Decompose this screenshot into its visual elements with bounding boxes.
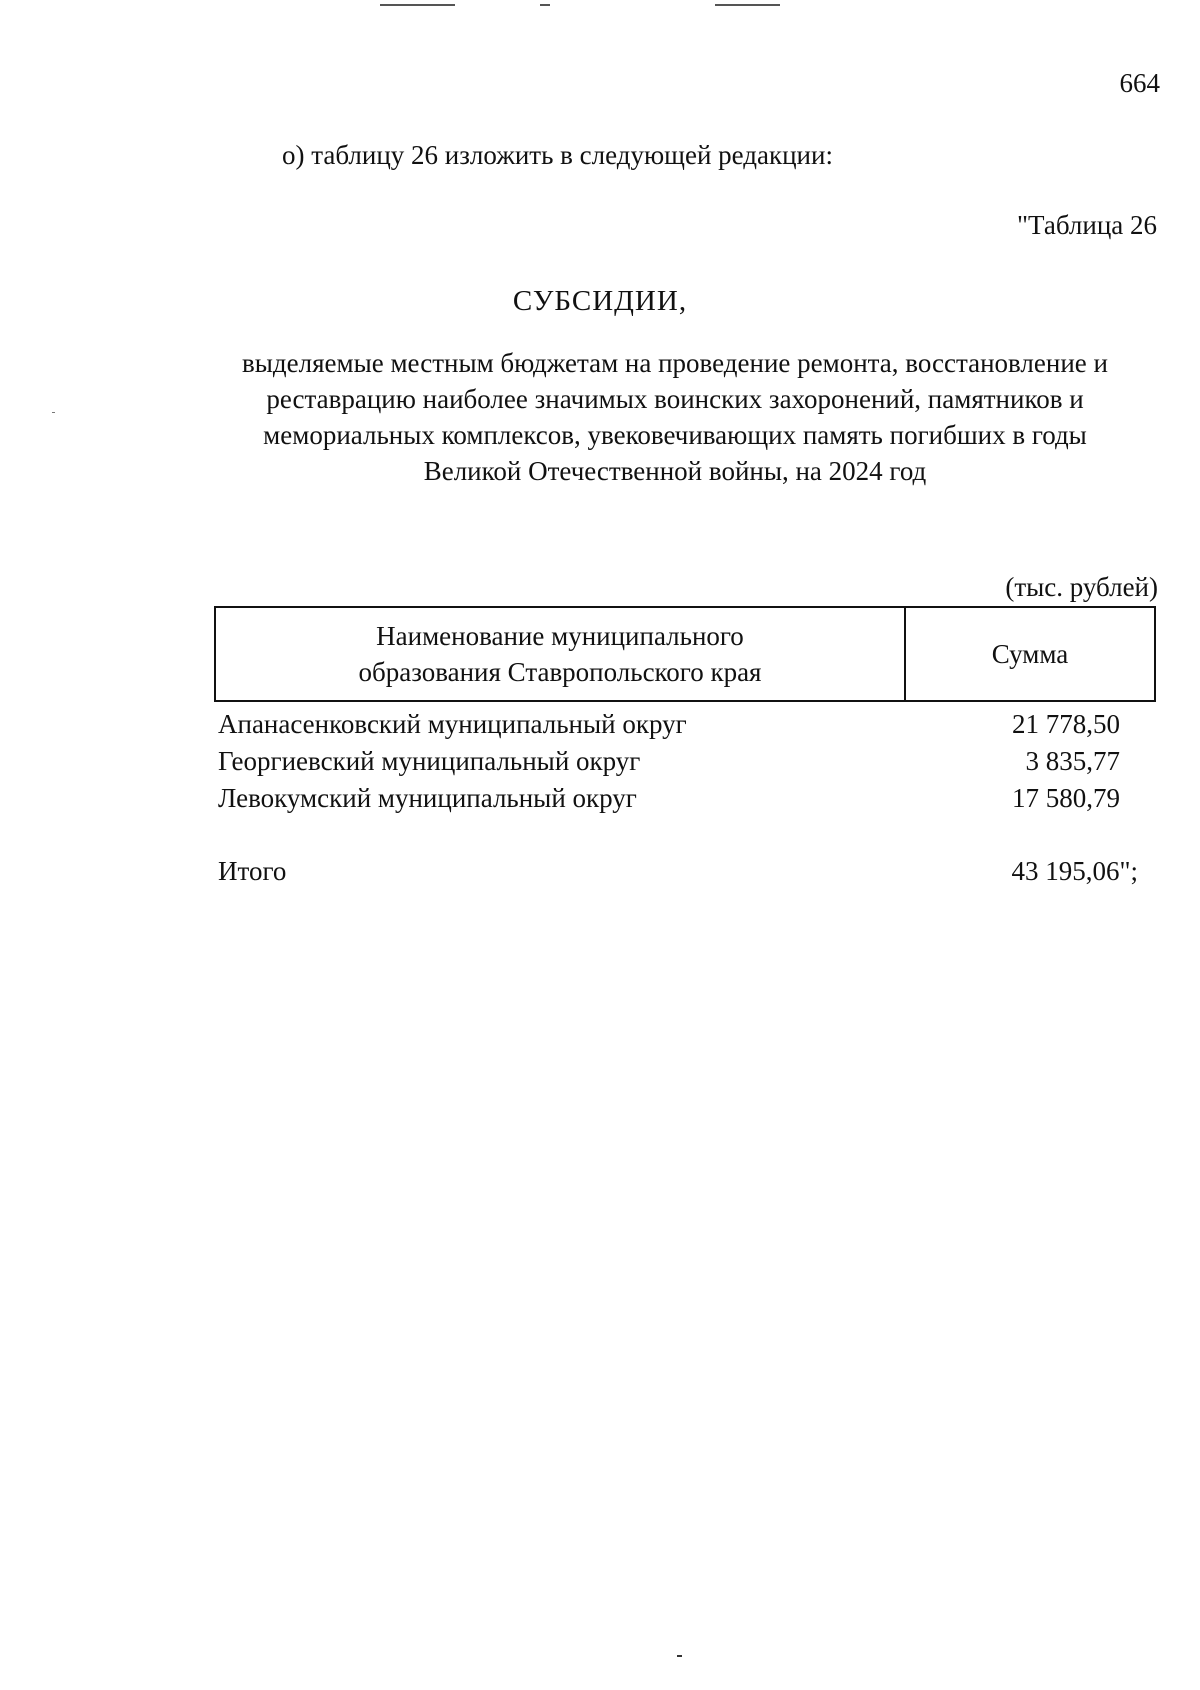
subtitle-line: выделяемые местным бюджетам на проведение ремонта, восстановление и [242,348,1108,378]
header-name-line: образования Ставропольского края [358,657,762,687]
scan-artifact-line [715,4,780,6]
table-label: "Таблица 26 [1017,210,1157,240]
row-sum-value: 17 580,79 [1012,783,1120,813]
instruction-text: о) таблицу 26 изложить в следующей редакции: [282,140,833,170]
scan-artifact-line [380,4,455,6]
table-row [218,780,1120,817]
subtitle-line: мемориальных комплексов, увековечивающих память погибших в годы [263,420,1087,450]
document-subtitle [215,345,1135,489]
table-body [218,706,1120,817]
units-label: (тыс. рублей) [1005,572,1158,602]
subtitle-line: реставрацию наиболее значимых воинских захоронений, памятников и [266,384,1084,414]
scan-artifact-dot [677,1655,682,1657]
total-label: Итого [218,856,287,886]
subtitle-line: Великой Отечественной войны, на 2024 год [423,456,927,486]
scan-artifact-dot [52,412,55,413]
document-title: СУБСИДИИ, [512,285,688,317]
table-row [218,706,1120,743]
row-municipality-name: Левокумский муниципальный округ [218,783,637,813]
page-number: 664 [1119,68,1160,98]
row-municipality-name: Апанасенковский муниципальный округ [218,709,687,739]
header-sum-column: Сумма [991,638,1069,669]
row-sum-value: 21 778,50 [1012,709,1120,739]
header-name-line: Наименование муниципального [376,621,744,651]
scan-artifact-line [540,4,550,6]
row-municipality-name: Георгиевский муниципальный округ [218,746,641,776]
total-value: 43 195,06"; [1011,856,1138,886]
table-row [218,743,1120,780]
header-name-column [216,608,906,700]
table-total-row [218,856,1138,887]
row-sum-value: 3 835,77 [1025,746,1120,776]
table-header [214,606,1156,702]
